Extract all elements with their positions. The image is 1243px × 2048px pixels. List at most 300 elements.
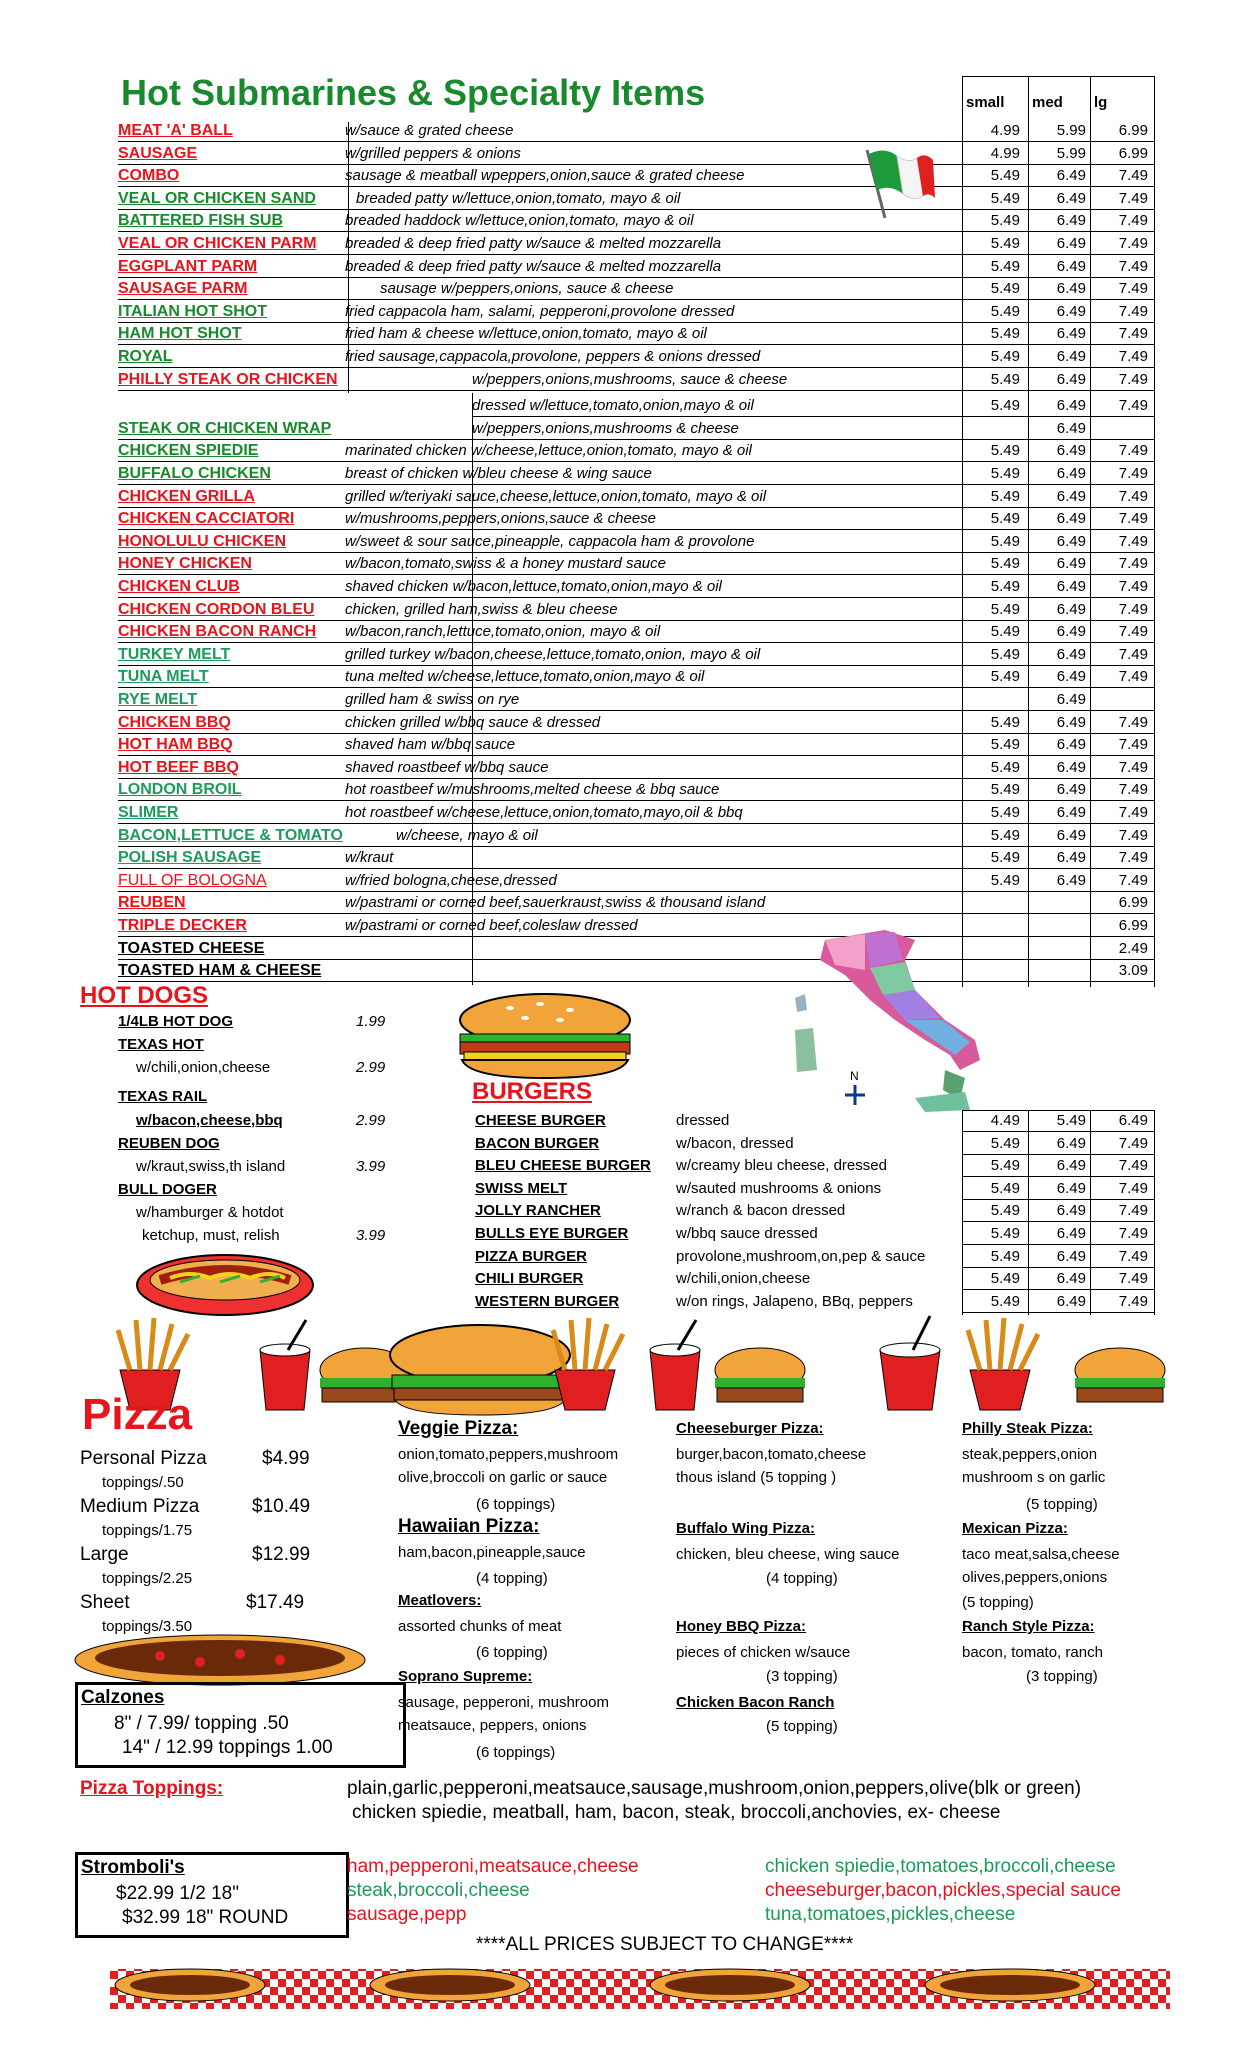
italy-flag-icon: [855, 140, 935, 220]
specialty-pizza-ingredients: mushroom s on garlic: [962, 1469, 1106, 1486]
burger-price-med: 6.49: [1056, 1179, 1086, 1197]
sub-name: BATTERED FISH SUB: [118, 212, 284, 230]
specialty-pizza-ingredients: onion,tomato,peppers,mushroom: [398, 1446, 619, 1463]
sub-price-lg: 6.99: [1118, 894, 1148, 912]
grid-line: [118, 800, 1154, 801]
sub-name: PHILLY STEAK OR CHICKEN: [118, 370, 338, 388]
toppings-line-1: plain,garlic,pepperoni,meatsauce,sausage,mushroom,onion,peppers,olive(blk or green): [347, 1778, 1082, 1799]
sub-price-med: 6.49: [1056, 370, 1086, 388]
toppings-line-2: chicken spiedie, meatball, ham, bacon, steak, broccoli,anchovies, ex- cheese: [352, 1802, 1001, 1823]
hotdog-price: 3.99: [356, 1158, 386, 1175]
sub-price-lg: 7.49: [1118, 302, 1148, 320]
specialty-pizza-title: Meatlovers:: [398, 1592, 482, 1609]
sub-price-lg: 7.49: [1118, 713, 1148, 731]
sub-name: CHICKEN GRILLA: [118, 487, 255, 505]
sub-description: w/kraut: [345, 849, 394, 867]
stromboli-combo: ham,pepperoni,meatsauce,cheese: [347, 1856, 639, 1877]
stromboli-combo: tuna,tomatoes,pickles,cheese: [765, 1904, 1016, 1925]
grid-line: [118, 642, 1154, 643]
specialty-pizza-ingredients: sausage, pepperoni, mushroom: [398, 1694, 609, 1711]
specialty-pizza-topping-count: (6 topping): [476, 1644, 548, 1661]
column-header-lg: lg: [1094, 94, 1108, 111]
sub-name: HAM HOT SHOT: [118, 325, 242, 343]
sub-description: w/fried bologna,cheese,dressed: [345, 871, 557, 889]
burger-name: BULLS EYE BURGER: [475, 1225, 629, 1242]
sub-description: fried cappacola ham, salami, pepperoni,provolone dressed: [345, 302, 735, 320]
hotdog-price: 1.99: [356, 1013, 386, 1030]
grid-line: [962, 1131, 1154, 1132]
burger-description: provolone,mushroom,on,pep & sauce: [676, 1247, 926, 1265]
sub-price-lg: 7.49: [1118, 280, 1148, 298]
sub-price-lg: 7.49: [1118, 600, 1148, 618]
sub-price-small: 5.49: [990, 189, 1020, 207]
sub-description: w/grilled peppers & onions: [345, 144, 521, 162]
grid-line: [118, 186, 1154, 187]
sub-price-med: 6.49: [1056, 713, 1086, 731]
specialty-pizza-title: Philly Steak Pizza:: [962, 1420, 1093, 1437]
sub-price-small: 5.49: [990, 668, 1020, 686]
sub-price-med: 6.49: [1056, 280, 1086, 298]
sub-name: ROYAL: [118, 348, 173, 365]
pizza-topping-price: toppings/2.25: [102, 1570, 193, 1587]
specialty-pizza-title: Chicken Bacon Ranch: [676, 1694, 835, 1711]
sub-name: TURKEY MELT: [118, 645, 231, 663]
sub-price-small: 5.49: [990, 235, 1020, 252]
specialty-pizza-topping-count: (5 topping): [962, 1594, 1034, 1611]
toppings-label: Pizza Toppings:: [80, 1778, 224, 1799]
pizza-topping-price: toppings/1.75: [102, 1522, 193, 1539]
sub-price-small: 5.49: [990, 623, 1020, 641]
sub-price-med: 6.49: [1056, 781, 1086, 799]
sub-description: shaved ham w/bbq sauce: [345, 736, 516, 754]
sub-price-lg: 7.49: [1118, 555, 1148, 573]
sub-description: chicken, grilled ham,swiss & bleu cheese: [345, 600, 618, 618]
sub-price-small: 5.49: [990, 871, 1020, 889]
burger-price-small: 5.49: [990, 1157, 1020, 1175]
hotdog-price: 2.99: [356, 1059, 386, 1076]
burger-name: PIZZA BURGER: [475, 1247, 587, 1265]
sub-description: dressed w/lettuce,tomato,onion,mayo & oil: [472, 397, 754, 415]
grid-line: [118, 277, 1154, 278]
burger-price-lg: 6.49: [1118, 1112, 1148, 1129]
sub-price-med: 6.49: [1056, 442, 1086, 460]
sub-name: POLISH SAUSAGE: [118, 849, 262, 867]
sub-name: TOASTED HAM & CHEESE: [118, 962, 322, 980]
hotdog-item: w/hamburger & hotdot: [136, 1204, 284, 1221]
sub-price-lg: 7.49: [1118, 532, 1148, 550]
sub-price-med: 6.49: [1056, 578, 1086, 595]
sub-description: fried sausage,cappacola,provolone, peppers & onions dressed: [345, 348, 761, 365]
sub-price-small: 5.49: [990, 325, 1020, 343]
sub-name: TOASTED CHEESE: [118, 939, 265, 957]
burger-description: w/ranch & bacon dressed: [676, 1202, 846, 1220]
sub-description: sausage w/peppers,onions, sauce & cheese: [380, 280, 674, 298]
pizza-size-name: Sheet: [80, 1592, 130, 1613]
burger-price-small: 5.49: [990, 1292, 1020, 1310]
specialty-pizza-topping-count: (5 topping): [1026, 1496, 1098, 1513]
calzones-title: Calzones: [81, 1687, 165, 1708]
specialty-pizza-title: Ranch Style Pizza:: [962, 1618, 1095, 1635]
sub-price-lg: 7.49: [1118, 510, 1148, 528]
sub-price-small: 5.49: [990, 578, 1020, 595]
column-header-small: small: [966, 94, 1005, 111]
pizza-size-price: $12.99: [252, 1544, 311, 1565]
specialty-pizza-topping-count: (6 toppings): [476, 1744, 556, 1761]
sub-name: STEAK OR CHICKEN WRAP: [118, 419, 332, 437]
grid-line: [962, 1110, 1154, 1111]
sub-description: w/pastrami or corned beef,coleslaw dressed: [345, 917, 638, 934]
sub-name: HOT BEEF BBQ: [118, 758, 239, 776]
sub-price-lg: 6.99: [1118, 122, 1148, 139]
specialty-pizza-topping-count: (3 topping): [1026, 1668, 1098, 1685]
specialty-pizza-ingredients: bacon, tomato, ranch: [962, 1644, 1103, 1661]
sub-price-lg: 7.49: [1118, 397, 1148, 415]
grid-line: [118, 141, 1154, 142]
sub-price-small: 4.99: [990, 144, 1020, 162]
sub-price-med: 6.49: [1056, 623, 1086, 641]
sub-price-small: 5.49: [990, 370, 1020, 388]
specialty-pizza-ingredients: olive,broccoli on garlic or sauce: [398, 1469, 608, 1486]
sub-description: breast of chicken w/bleu cheese & wing sauce: [345, 465, 652, 482]
sub-price-med: 6.49: [1056, 510, 1086, 528]
burger-price-lg: 7.49: [1118, 1134, 1148, 1152]
sub-price-lg: 7.49: [1118, 465, 1148, 482]
sub-description: breaded & deep fried patty w/sauce & melted mozzarella: [345, 257, 722, 275]
burger-icon: [450, 990, 640, 1080]
burger-price-lg: 7.49: [1118, 1225, 1148, 1242]
hotdog-price: 2.99: [356, 1112, 386, 1129]
grid-line: [118, 574, 1154, 575]
sub-description: breaded patty w/lettuce,onion,tomato, mayo & oil: [356, 189, 681, 207]
sub-price-lg: 7.49: [1118, 212, 1148, 230]
grid-line: [118, 665, 1154, 666]
burger-price-lg: 7.49: [1118, 1270, 1148, 1288]
sub-name: RYE MELT: [118, 691, 198, 708]
sub-price-lg: 7.49: [1118, 623, 1148, 641]
sub-price-med: 6.49: [1056, 532, 1086, 550]
sub-price-lg: 6.99: [1118, 144, 1148, 162]
sub-price-lg: 7.49: [1118, 758, 1148, 776]
sub-description: w/pastrami or corned beef,sauerkraust,swiss & thousand island: [345, 894, 766, 912]
sub-price-lg: 7.49: [1118, 826, 1148, 844]
burger-name: BLEU CHEESE BURGER: [475, 1157, 651, 1175]
sub-name: HONOLULU CHICKEN: [118, 532, 286, 550]
sub-price-lg: 7.49: [1118, 325, 1148, 343]
burger-price-small: 5.49: [990, 1202, 1020, 1220]
specialty-pizza-title: Honey BBQ Pizza:: [676, 1618, 807, 1635]
hotdog-item: 1/4LB HOT DOG: [118, 1013, 234, 1030]
sub-description: grilled w/teriyaki sauce,cheese,lettuce,onion,tomato, mayo & oil: [345, 487, 767, 505]
specialty-pizza-ingredients: chicken, bleu cheese, wing sauce: [676, 1546, 900, 1563]
grid-line: [118, 299, 1154, 300]
grid-line: [118, 507, 1154, 508]
pizza-size-price: $17.49: [246, 1592, 305, 1613]
sub-description: breaded haddock w/lettuce,onion,tomato, mayo & oil: [345, 212, 694, 230]
grid-line: [1154, 1110, 1155, 1315]
sub-price-small: 5.49: [990, 302, 1020, 320]
grid-line: [118, 322, 1154, 323]
sub-description: hot roastbeef w/cheese,lettuce,onion,tomato,mayo,oil & bbq: [345, 804, 743, 821]
sub-price-small: 5.49: [990, 397, 1020, 415]
burger-price-lg: 7.49: [1118, 1157, 1148, 1175]
grid-line: [118, 344, 1154, 345]
hotdog-item: TEXAS RAIL: [118, 1088, 208, 1105]
sub-name: SAUSAGE: [118, 144, 198, 162]
sub-price-lg: 6.99: [1118, 917, 1148, 934]
sub-name: BUFFALO CHICKEN: [118, 465, 271, 482]
grid-line: [118, 846, 1154, 847]
pizza-topping-price: toppings/3.50: [102, 1618, 193, 1635]
pizza-topping-price: toppings/.50: [102, 1474, 184, 1491]
hotdog-item: BULL DOGER: [118, 1181, 217, 1198]
sub-price-med: 6.49: [1056, 600, 1086, 618]
sub-name: FULL OF BOLOGNA: [118, 871, 267, 889]
sub-name: CHICKEN BACON RANCH: [118, 623, 317, 641]
food-border-decoration: [110, 1310, 1170, 1420]
column-header-med: med: [1032, 94, 1063, 111]
sub-name: CHICKEN SPIEDIE: [118, 442, 259, 460]
burger-price-med: 6.49: [1056, 1157, 1086, 1175]
grid-line: [118, 529, 1154, 530]
stromboli-title: Stromboli's: [81, 1857, 185, 1878]
specialty-pizza-ingredients: meatsauce, peppers, onions: [398, 1717, 587, 1734]
sub-price-lg: 7.49: [1118, 668, 1148, 686]
sub-name: EGGPLANT PARM: [118, 257, 258, 275]
sub-price-med: 6.49: [1056, 325, 1086, 343]
stromboli-line-1: $22.99 1/2 18": [116, 1883, 239, 1904]
sub-price-med: 6.49: [1056, 758, 1086, 776]
sub-description: shaved chicken w/bacon,lettuce,tomato,onion,mayo & oil: [345, 578, 722, 595]
sub-price-lg: 7.49: [1118, 487, 1148, 505]
specialty-pizza-title: Veggie Pizza:: [398, 1418, 519, 1439]
stromboli-line-2: $32.99 18" ROUND: [122, 1907, 289, 1928]
pizza-size-price: $4.99: [262, 1448, 310, 1469]
sub-price-small: 5.49: [990, 713, 1020, 731]
sub-price-med: 6.49: [1056, 397, 1086, 415]
burger-price-lg: 7.49: [1118, 1292, 1148, 1310]
specialty-pizza-ingredients: burger,bacon,tomato,cheese: [676, 1446, 867, 1463]
sub-price-med: 6.49: [1056, 668, 1086, 686]
grid-line: [118, 710, 1154, 711]
hotdogs-title: HOT DOGS: [80, 982, 209, 1009]
burger-name: WESTERN BURGER: [475, 1292, 620, 1310]
sub-name: MEAT 'A' BALL: [118, 122, 233, 139]
sub-description: breaded & deep fried patty w/sauce & melted mozzarella: [345, 235, 722, 252]
sub-description: w/bacon,ranch,lettuce,tomato,onion, mayo & oil: [345, 623, 661, 641]
burger-price-med: 5.49: [1056, 1112, 1086, 1129]
sub-price-med: 6.49: [1056, 348, 1086, 365]
grid-line: [472, 416, 1154, 417]
sub-name: HONEY CHICKEN: [118, 555, 252, 573]
sub-description: chicken grilled w/bbq sauce & dressed: [345, 713, 601, 731]
specialty-pizza-ingredients: steak,peppers,onion: [962, 1446, 1098, 1463]
sub-price-small: 5.49: [990, 826, 1020, 844]
grid-line: [118, 687, 1154, 688]
sub-price-med: 6.49: [1056, 849, 1086, 867]
sub-price-small: 5.49: [990, 465, 1020, 482]
grid-line: [118, 164, 1154, 165]
sub-description: w/bacon,tomato,swiss & a honey mustard sauce: [345, 555, 666, 573]
sub-name: SAUSAGE PARM: [118, 280, 248, 298]
sub-price-med: 5.99: [1056, 122, 1086, 139]
sub-name: HOT HAM BBQ: [118, 736, 233, 754]
hotdog-price: 3.99: [356, 1227, 386, 1244]
grid-line: [1154, 76, 1155, 987]
sub-price-lg: 2.49: [1118, 939, 1148, 957]
sub-description: w/sweet & sour sauce,pineapple, cappacola ham & provolone: [345, 532, 755, 550]
sub-price-small: 5.49: [990, 849, 1020, 867]
sub-price-med: 6.49: [1056, 302, 1086, 320]
grid-line: [962, 1176, 1154, 1177]
specialty-pizza-topping-count: (4 topping): [476, 1570, 548, 1587]
grid-line: [962, 1221, 1154, 1222]
pizza-border-decoration: [110, 1955, 1170, 2015]
grid-line: [118, 439, 1154, 440]
sub-name: CHICKEN BBQ: [118, 713, 231, 731]
grid-line: [118, 868, 1154, 869]
sub-description: hot roastbeef w/mushrooms,melted cheese & bbq sauce: [345, 781, 720, 799]
sub-price-med: 6.49: [1056, 212, 1086, 230]
grid-line: [118, 390, 1154, 391]
grid-line: [118, 823, 1154, 824]
sub-price-lg: 7.49: [1118, 578, 1148, 595]
sub-price-med: 6.49: [1056, 257, 1086, 275]
sub-name: TUNA MELT: [118, 668, 209, 686]
sub-price-med: 6.49: [1056, 235, 1086, 252]
sub-name: SLIMER: [118, 804, 179, 821]
sub-price-lg: 7.49: [1118, 781, 1148, 799]
burger-description: w/bacon, dressed: [676, 1134, 794, 1152]
hotdog-item: w/kraut,swiss,th island: [136, 1158, 286, 1175]
sub-price-lg: 7.49: [1118, 370, 1148, 388]
pizza-size-price: $10.49: [252, 1496, 311, 1517]
burger-name: SWISS MELT: [475, 1179, 568, 1197]
grid-line: [962, 1267, 1154, 1268]
sub-price-small: 5.49: [990, 348, 1020, 365]
pizza-size-name: Medium Pizza: [80, 1496, 200, 1517]
sub-price-small: 5.49: [990, 442, 1020, 460]
sub-name: CHICKEN CLUB: [118, 578, 240, 595]
sub-price-small: 5.49: [990, 555, 1020, 573]
grid-line: [118, 484, 1154, 485]
pizza-size-name: Personal Pizza: [80, 1448, 207, 1469]
sub-price-lg: 7.49: [1118, 257, 1148, 275]
pizza-size-name: Large: [80, 1544, 129, 1565]
burger-price-small: 4.49: [990, 1112, 1020, 1129]
specialty-pizza-topping-count: (6 toppings): [476, 1496, 556, 1513]
sub-price-lg: 7.49: [1118, 348, 1148, 365]
calzones-line-1: 8" / 7.99/ topping .50: [114, 1713, 289, 1734]
hotdog-icon: [130, 1240, 320, 1320]
specialty-pizza-title: Buffalo Wing Pizza:: [676, 1520, 816, 1537]
burger-price-med: 6.49: [1056, 1270, 1086, 1288]
burger-price-lg: 7.49: [1118, 1179, 1148, 1197]
sub-price-lg: 7.49: [1118, 645, 1148, 663]
sub-description: grilled ham & swiss on rye: [345, 691, 520, 708]
sub-description: grilled turkey w/bacon,cheese,lettuce,tomato,onion, mayo & oil: [345, 645, 761, 663]
sub-price-lg: 7.49: [1118, 167, 1148, 185]
sub-price-lg: 7.49: [1118, 849, 1148, 867]
hotdog-item: TEXAS HOT: [118, 1036, 204, 1053]
stromboli-combo: cheeseburger,bacon,pickles,special sauce: [765, 1880, 1121, 1901]
sub-price-med: 6.49: [1056, 645, 1086, 663]
sub-name: COMBO: [118, 167, 180, 185]
sub-price-med: 6.49: [1056, 419, 1086, 437]
burger-name: CHILI BURGER: [475, 1270, 584, 1288]
sub-price-small: 4.99: [990, 122, 1020, 139]
specialty-pizza-ingredients: ham,bacon,pineapple,sauce: [398, 1544, 586, 1561]
sub-description: tuna melted w/cheese,lettuce,tomato,onion,mayo & oil: [345, 668, 705, 686]
grid-line: [118, 367, 1154, 368]
burger-description: w/chili,onion,cheese: [676, 1270, 811, 1288]
burger-price-lg: 7.49: [1118, 1247, 1148, 1265]
burger-description: w/sauted mushrooms & onions: [676, 1179, 882, 1197]
specialty-pizza-ingredients: assorted chunks of meat: [398, 1618, 562, 1635]
sub-price-small: 5.49: [990, 532, 1020, 550]
sub-price-lg: 7.49: [1118, 189, 1148, 207]
grid-line: [118, 620, 1154, 621]
grid-line: [118, 778, 1154, 779]
grid-line: [962, 1244, 1154, 1245]
sub-description: w/mushrooms,peppers,onions,sauce & cheese: [345, 510, 657, 528]
specialty-pizza-topping-count: (3 topping): [766, 1668, 838, 1685]
stromboli-combo: chicken spiedie,tomatoes,broccoli,cheese: [765, 1856, 1116, 1877]
sub-price-med: 6.49: [1056, 871, 1086, 889]
sub-description: fried ham & cheese w/lettuce,onion,tomato, mayo & oil: [345, 325, 707, 343]
sub-price-med: 6.49: [1056, 465, 1086, 482]
sub-price-med: 6.49: [1056, 691, 1086, 708]
grid-line: [118, 552, 1154, 553]
hotdog-item: w/chili,onion,cheese: [136, 1059, 271, 1076]
burger-price-med: 6.49: [1056, 1202, 1086, 1220]
burger-description: w/bbq sauce dressed: [676, 1225, 818, 1242]
sub-price-small: 5.49: [990, 510, 1020, 528]
hotdog-item: ketchup, must, relish: [142, 1227, 280, 1244]
sub-price-lg: 7.49: [1118, 442, 1148, 460]
specialty-pizza-topping-count: (4 topping): [766, 1570, 838, 1587]
sub-price-small: 5.49: [990, 781, 1020, 799]
specialty-pizza-title: Hawaiian Pizza:: [398, 1516, 540, 1537]
specialty-pizza-ingredients: pieces of chicken w/sauce: [676, 1644, 851, 1661]
sub-price-lg: 7.49: [1118, 235, 1148, 252]
grid-line: [1028, 1110, 1029, 1315]
burger-description: w/creamy bleu cheese, dressed: [676, 1157, 887, 1175]
sub-name: LONDON BROIL: [118, 781, 242, 799]
grid-line: [118, 231, 1154, 232]
sub-name: CHICKEN CORDON BLEU: [118, 600, 315, 618]
sub-price-med: 6.49: [1056, 189, 1086, 207]
burger-price-med: 6.49: [1056, 1247, 1086, 1265]
page-title: Hot Submarines & Specialty Items: [121, 72, 706, 113]
burger-price-small: 5.49: [990, 1179, 1020, 1197]
grid-line: [1090, 1110, 1091, 1315]
burger-name: CHEESE BURGER: [475, 1112, 606, 1129]
sub-price-small: 5.49: [990, 167, 1020, 185]
burger-price-med: 6.49: [1056, 1292, 1086, 1310]
specialty-pizza-title: Mexican Pizza:: [962, 1520, 1068, 1537]
specialty-pizza-ingredients: olives,peppers,onions: [962, 1569, 1108, 1586]
hotdog-item: REUBEN DOG: [118, 1135, 220, 1152]
sub-price-lg: 3.09: [1118, 962, 1148, 980]
sub-description: w/peppers,onions,mushrooms & cheese: [472, 419, 739, 437]
sub-price-small: 5.49: [990, 736, 1020, 754]
calzones-box: [75, 1682, 406, 1768]
burger-price-small: 5.49: [990, 1247, 1020, 1265]
burger-price-med: 6.49: [1056, 1134, 1086, 1152]
calzones-line-2: 14" / 12.99 toppings 1.00: [122, 1737, 333, 1758]
grid-line: [962, 1110, 963, 1315]
sub-price-med: 6.49: [1056, 804, 1086, 821]
